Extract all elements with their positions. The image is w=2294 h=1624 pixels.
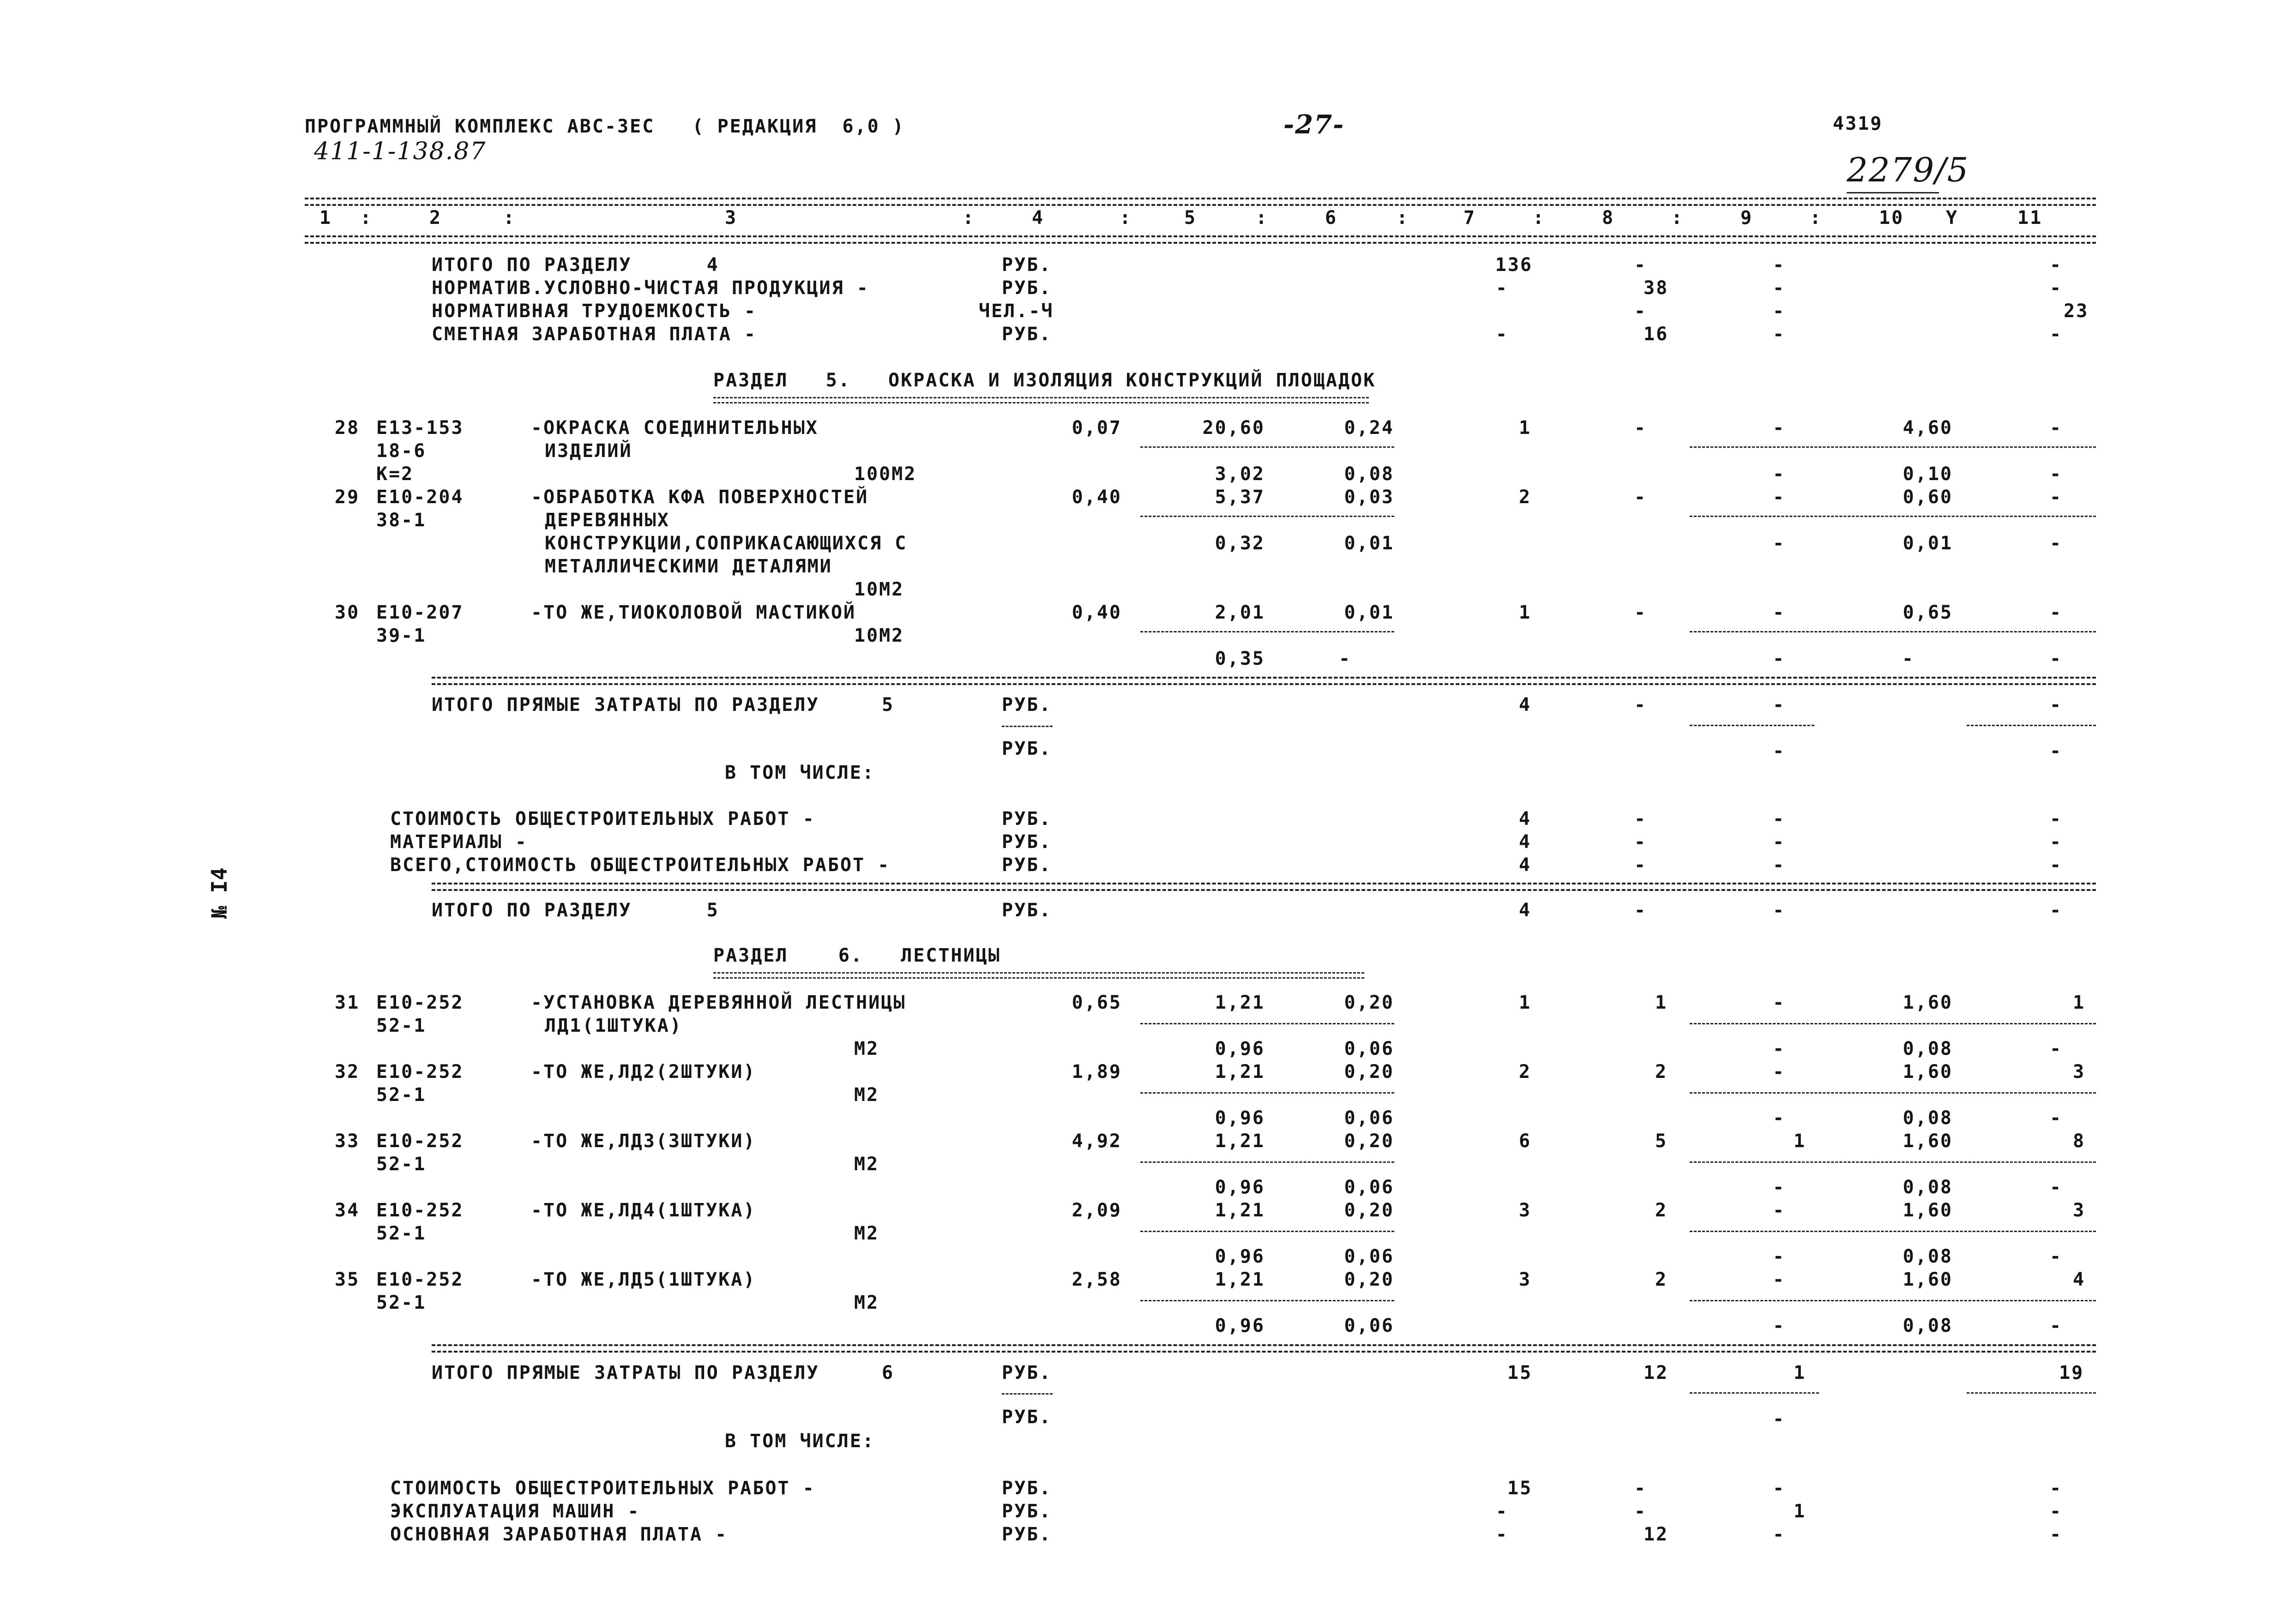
cell: 3 (2073, 1200, 2086, 1221)
col-11: 11 (2017, 207, 2043, 229)
cell: 0,08 (1903, 1038, 1953, 1059)
section-total-label: ИТОГО ПО РАЗДЕЛУ 5 (432, 900, 719, 921)
cell: 4 (1519, 831, 1532, 853)
cell: - (2050, 1524, 2063, 1545)
cell: - (1773, 254, 1786, 276)
cell: 1,21 (1215, 1131, 1265, 1152)
cell: - (1634, 1478, 1647, 1499)
row-code: Е13-153 (376, 417, 464, 439)
sheet-number: 4319 (1833, 113, 1883, 134)
cell: 0,08 (1903, 1177, 1953, 1198)
row-code: 38-1 (376, 510, 427, 531)
cell: 0,96 (1215, 1107, 1265, 1129)
cell: 0,08 (1903, 1246, 1953, 1267)
cell: 20,60 (1202, 417, 1265, 439)
cell: 0,08 (1344, 463, 1394, 485)
cell: - (1773, 1061, 1786, 1083)
cell: - (1773, 533, 1786, 554)
cell: - (2050, 602, 2063, 623)
cell: - (1773, 648, 1786, 669)
cell: 2 (1655, 1200, 1668, 1221)
col-3: 3 (725, 207, 738, 229)
row-unit: М2 (854, 1154, 879, 1175)
cell: 12 (1644, 1524, 1669, 1545)
row-no: 33 (335, 1131, 360, 1152)
cell: 1 (1794, 1501, 1806, 1522)
row-code: 52-1 (376, 1015, 427, 1036)
row-code: К=2 (376, 463, 414, 485)
row-code: Е10-204 (376, 487, 464, 508)
rule (305, 235, 2096, 237)
cell: РУБ. (1002, 1501, 1052, 1522)
cell: 4 (1519, 808, 1532, 830)
cell: - (1902, 648, 1915, 669)
including-label: В ТОМ ЧИСЛЕ: (725, 1431, 875, 1452)
cell: - (2050, 417, 2063, 439)
cell: 3 (1519, 1200, 1532, 1221)
cell: 1,21 (1215, 1200, 1265, 1221)
row-name: -ОБРАБОТКА КФА ПОВЕРХНОСТЕЙ (531, 487, 869, 508)
cell: ЧЕЛ.-Ч (979, 301, 1054, 322)
cell: 1,60 (1903, 1131, 1953, 1152)
row-no: 31 (335, 992, 360, 1013)
rule (432, 883, 2096, 884)
rule (1002, 1393, 1053, 1395)
cell: РУБ. (1002, 277, 1052, 299)
row-unit: М2 (854, 1292, 879, 1313)
cell: - (1773, 1200, 1786, 1221)
s4-unit-0: РУБ. (1002, 254, 1052, 276)
cell: 0,06 (1344, 1315, 1394, 1336)
row-unit: 10М2 (854, 579, 904, 600)
cell: - (1634, 854, 1647, 876)
cell: - (2050, 900, 2063, 921)
doc-code: 411-1-138.87 (314, 138, 487, 165)
sep: Y (1946, 207, 1959, 229)
row-code: Е10-252 (376, 1061, 464, 1083)
cell: - (1773, 1038, 1786, 1059)
cell: 0,65 (1072, 992, 1122, 1013)
cell: 4 (1519, 694, 1532, 716)
cell: - (1773, 1246, 1786, 1267)
row-code: 52-1 (376, 1292, 427, 1313)
cell: - (1634, 1501, 1647, 1522)
cell: 0,60 (1903, 487, 1953, 508)
rule (432, 683, 2096, 685)
cell: - (2050, 648, 2063, 669)
section6-title: РАЗДЕЛ 6. ЛЕСТНИЦЫ (713, 945, 1001, 966)
cell: 0,20 (1344, 1131, 1394, 1152)
cell: 0,96 (1215, 1038, 1265, 1059)
rule (432, 889, 2096, 891)
row-name: ДЕРЕВЯННЫХ (545, 510, 670, 531)
cell: - (1773, 324, 1786, 345)
cell: 0,08 (1903, 1315, 1953, 1336)
sub-label: ВСЕГО,СТОИМОСТЬ ОБЩЕСТРОИТЕЛЬНЫХ РАБОТ - (390, 854, 891, 876)
rule (1690, 1231, 2096, 1232)
cell: - (1773, 900, 1786, 921)
cell: - (2050, 854, 2063, 876)
row-no: 30 (335, 602, 360, 623)
row-code: Е10-252 (376, 1200, 464, 1221)
s4-label-2: НОРМАТИВНАЯ ТРУДОЕМКОСТЬ - (432, 301, 757, 322)
cell: 1,89 (1072, 1061, 1122, 1083)
cell: РУБ. (1002, 738, 1052, 759)
cell: 2 (1519, 1061, 1532, 1083)
rule (1967, 725, 2096, 726)
rule (1140, 1092, 1394, 1094)
row-code: 52-1 (376, 1084, 427, 1106)
s4-label-1: НОРМАТИВ.УСЛОВНО-ЧИСТАЯ ПРОДУКЦИЯ - (432, 277, 869, 299)
cell: - (1773, 854, 1786, 876)
rule (1690, 1392, 1819, 1394)
cell: - (1773, 694, 1786, 716)
rule (432, 1344, 2096, 1346)
sub-label: МАТЕРИАЛЫ - (390, 831, 528, 853)
cell: - (1773, 417, 1786, 439)
row-unit: 10М2 (854, 625, 904, 646)
rule (1690, 1092, 2096, 1094)
cell: 0,06 (1344, 1038, 1394, 1059)
cell: - (1773, 602, 1786, 623)
cell: - (2050, 1246, 2063, 1267)
cell: - (2050, 324, 2063, 345)
cell: - (1773, 1177, 1786, 1198)
cell: 23 (2064, 301, 2089, 322)
cell: - (1773, 463, 1786, 485)
rule (1140, 516, 1394, 517)
cell: - (1773, 831, 1786, 853)
cell: - (1634, 831, 1647, 853)
col-9: 9 (1740, 207, 1753, 229)
cell: 6 (1519, 1131, 1532, 1152)
cell: 0,32 (1215, 533, 1265, 554)
cell: РУБ. (1002, 1524, 1052, 1545)
row-code: Е10-252 (376, 1131, 464, 1152)
cell: - (2050, 1501, 2063, 1522)
row-name: ЛД1(1ШТУКА) (545, 1015, 682, 1036)
cell: 4,92 (1072, 1131, 1122, 1152)
cell: 0,96 (1215, 1177, 1265, 1198)
col-5: 5 (1184, 207, 1197, 229)
col-4: 4 (1032, 207, 1045, 229)
row-name: -ОКРАСКА СОЕДИНИТЕЛЬНЫХ (531, 417, 819, 439)
col-2: 2 (429, 207, 442, 229)
row-no: 29 (335, 487, 360, 508)
cell: 15 (1507, 1362, 1533, 1383)
sep: : (1120, 207, 1132, 229)
cell: - (2050, 1177, 2063, 1198)
cell: 0,65 (1903, 602, 1953, 623)
handwritten-underline (1847, 192, 1939, 193)
cell: - (1634, 900, 1647, 921)
row-name: -ТО ЖЕ,ТИОКОЛОВОЙ МАСТИКОЙ (531, 602, 856, 623)
cell: - (1773, 1107, 1786, 1129)
cell: 3,02 (1215, 463, 1265, 485)
rule (305, 204, 2096, 206)
col-1: 1 (319, 207, 332, 229)
cell: 0,03 (1344, 487, 1394, 508)
cell: 0,10 (1903, 463, 1953, 485)
rule (1690, 1023, 2096, 1024)
cell: 0,01 (1344, 533, 1394, 554)
direct-total-label: ИТОГО ПРЯМЫЕ ЗАТРАТЫ ПО РАЗДЕЛУ 5 (432, 694, 895, 716)
cell: - (1773, 1315, 1786, 1336)
cell: 4,60 (1903, 417, 1953, 439)
cell: РУБ. (1002, 1478, 1052, 1499)
cell: - (1773, 487, 1786, 508)
rule (305, 198, 2096, 199)
cell: РУБ. (1002, 694, 1052, 716)
section5-title: РАЗДЕЛ 5. ОКРАСКА И ИЗОЛЯЦИЯ КОНСТРУКЦИЙ ПЛОЩАДОК (713, 370, 1376, 391)
cell: РУБ. (1002, 808, 1052, 830)
cell: 0,08 (1903, 1107, 1953, 1129)
cell: 0,24 (1344, 417, 1394, 439)
cell: 2,09 (1072, 1200, 1122, 1221)
rule (1690, 725, 1814, 726)
cell: - (1634, 254, 1647, 276)
rule (1690, 446, 2096, 448)
cell: - (1634, 602, 1647, 623)
cell: - (2050, 694, 2063, 716)
rule (1140, 1161, 1394, 1163)
row-code: 52-1 (376, 1223, 427, 1244)
cell: 0,20 (1344, 1061, 1394, 1083)
cell: РУБ. (1002, 324, 1052, 345)
cell: - (2050, 1038, 2063, 1059)
title-underline (713, 397, 1369, 403)
cell: 5 (1655, 1131, 1668, 1152)
row-unit: М2 (854, 1038, 879, 1059)
row-unit: М2 (854, 1223, 879, 1244)
s4-label-0: ИТОГО ПО РАЗДЕЛУ 4 (432, 254, 719, 276)
cell: - (2050, 831, 2063, 853)
cell: 38 (1644, 277, 1669, 299)
page-number: -27- (1283, 109, 1345, 140)
cell: 1,60 (1903, 1200, 1953, 1221)
row-name: ИЗДЕЛИЙ (545, 440, 632, 462)
cell: 1,60 (1903, 992, 1953, 1013)
cell: - (1339, 648, 1352, 669)
cell: 2 (1655, 1061, 1668, 1083)
row-name: -ТО ЖЕ,ЛД2(2ШТУКИ) (531, 1061, 756, 1083)
cell: - (1773, 1524, 1786, 1545)
row-code: Е10-207 (376, 602, 464, 623)
cell: - (1773, 301, 1786, 322)
cell: 2 (1655, 1269, 1668, 1290)
col-6: 6 (1325, 207, 1338, 229)
cell: 1 (1519, 602, 1532, 623)
row-no: 28 (335, 417, 360, 439)
cell: - (1496, 1524, 1509, 1545)
cell: 0,20 (1344, 992, 1394, 1013)
rule (1967, 1392, 2096, 1394)
cell: РУБ. (1002, 831, 1052, 853)
cell: - (1496, 1501, 1509, 1522)
rule (432, 1351, 2096, 1353)
sub-label: СТОИМОСТЬ ОБЩЕСТРОИТЕЛЬНЫХ РАБОТ - (390, 1478, 815, 1499)
cell: 1,21 (1215, 992, 1265, 1013)
row-name: -УСТАНОВКА ДЕРЕВЯННОЙ ЛЕСТНИЦЫ (531, 992, 906, 1013)
cell: - (2050, 1478, 2063, 1499)
cell: - (1773, 1269, 1786, 1290)
cell: 2,01 (1215, 602, 1265, 623)
program-title: ПРОГРАММНЫЙ КОМПЛЕКС АВС-3ЕС ( РЕДАКЦИЯ 6,0 ) (305, 116, 905, 137)
row-code: Е10-252 (376, 1269, 464, 1290)
row-code: 18-6 (376, 440, 427, 462)
cell: 0,20 (1344, 1200, 1394, 1221)
cell: 8 (2073, 1131, 2086, 1152)
row-no: 35 (335, 1269, 360, 1290)
row-unit: 100М2 (854, 463, 917, 485)
cell: - (1773, 1408, 1786, 1430)
sep: : (1256, 207, 1269, 229)
cell: - (1773, 808, 1786, 830)
cell: - (1773, 740, 1786, 762)
cell: 5,37 (1215, 487, 1265, 508)
rule (1140, 1231, 1394, 1232)
cell: 1,21 (1215, 1269, 1265, 1290)
cell: 0,01 (1903, 533, 1953, 554)
handwritten-number: 2279/5 (1847, 150, 1969, 189)
cell: РУБ. (1002, 900, 1052, 921)
sep: : (360, 207, 373, 229)
cell: - (2050, 463, 2063, 485)
cell: - (1634, 694, 1647, 716)
sep: : (1810, 207, 1823, 229)
cell: - (2050, 487, 2063, 508)
cell: 136 (1495, 254, 1533, 276)
rule (1140, 631, 1394, 632)
row-no: 32 (335, 1061, 360, 1083)
col-10: 10 (1879, 207, 1904, 229)
rule (305, 242, 2096, 244)
cell: - (1496, 324, 1509, 345)
cell: 0,01 (1344, 602, 1394, 623)
sub-label: ОСНОВНАЯ ЗАРАБОТНАЯ ПЛАТА - (390, 1524, 728, 1545)
direct-total-label: ИТОГО ПРЯМЫЕ ЗАТРАТЫ ПО РАЗДЕЛУ 6 (432, 1362, 895, 1383)
including-label: В ТОМ ЧИСЛЕ: (725, 762, 875, 783)
cell: - (1773, 1478, 1786, 1499)
cell: - (2050, 1315, 2063, 1336)
margin-mark: № I4 (207, 867, 232, 919)
row-code: 39-1 (376, 625, 427, 646)
row-name: КОНСТРУКЦИИ,СОПРИКАСАЮЩИХСЯ С (545, 533, 908, 554)
row-unit: М2 (854, 1084, 879, 1106)
rule (1690, 1300, 2096, 1301)
cell: 3 (2073, 1061, 2086, 1083)
sub-label: СТОИМОСТЬ ОБЩЕСТРОИТЕЛЬНЫХ РАБОТ - (390, 808, 815, 830)
rule (1690, 516, 2096, 517)
cell: РУБ. (1002, 854, 1052, 876)
cell: 4 (1519, 854, 1532, 876)
rule (1690, 1161, 2096, 1163)
cell: 19 (2059, 1362, 2084, 1383)
cell: 3 (1519, 1269, 1532, 1290)
cell: - (1634, 487, 1647, 508)
cell: 0,06 (1344, 1246, 1394, 1267)
col-8: 8 (1602, 207, 1615, 229)
row-name: -ТО ЖЕ,ЛД4(1ШТУКА) (531, 1200, 756, 1221)
sep: : (1533, 207, 1546, 229)
cell: РУБ. (1002, 1407, 1052, 1428)
rule (1140, 1023, 1394, 1024)
sep: : (503, 207, 516, 229)
cell: - (1496, 277, 1509, 299)
cell: 1 (1519, 417, 1532, 439)
cell: 0,35 (1215, 648, 1265, 669)
title-underline (713, 972, 1364, 979)
row-code: 52-1 (376, 1154, 427, 1175)
col-7: 7 (1463, 207, 1476, 229)
cell: - (2050, 533, 2063, 554)
cell: 2 (1519, 487, 1532, 508)
row-name: МЕТАЛЛИЧЕСКИМИ ДЕТАЛЯМИ (545, 556, 832, 577)
cell: - (2050, 1107, 2063, 1129)
cell: 0,40 (1072, 602, 1122, 623)
cell: - (2050, 277, 2063, 299)
cell: 0,06 (1344, 1177, 1394, 1198)
cell: 1 (1794, 1131, 1806, 1152)
cell: 1 (2073, 992, 2086, 1013)
cell: 0,07 (1072, 417, 1122, 439)
cell: - (1634, 301, 1647, 322)
row-name: -ТО ЖЕ,ЛД3(3ШТУКИ) (531, 1131, 756, 1152)
rule (432, 677, 2096, 679)
cell: - (2050, 254, 2063, 276)
cell: - (1634, 417, 1647, 439)
row-no: 34 (335, 1200, 360, 1221)
cell: 4 (1519, 900, 1532, 921)
cell: 1,21 (1215, 1061, 1265, 1083)
rule (1140, 1300, 1394, 1301)
cell: 4 (2073, 1269, 2086, 1290)
cell: 0,20 (1344, 1269, 1394, 1290)
cell: 1 (1519, 992, 1532, 1013)
cell: - (1773, 992, 1786, 1013)
sep: : (1397, 207, 1409, 229)
rule (1690, 631, 2096, 632)
row-code: Е10-252 (376, 992, 464, 1013)
cell: - (1773, 277, 1786, 299)
cell: 1 (1655, 992, 1668, 1013)
cell: 16 (1644, 324, 1669, 345)
s4-label-3: СМЕТНАЯ ЗАРАБОТНАЯ ПЛАТА - (432, 324, 757, 345)
cell: 1 (1794, 1362, 1806, 1383)
cell: - (2050, 740, 2063, 762)
rule (1002, 726, 1053, 727)
sep: : (963, 207, 975, 229)
cell: 0,40 (1072, 487, 1122, 508)
cell: - (2050, 808, 2063, 830)
cell: РУБ. (1002, 1362, 1052, 1383)
row-name: -ТО ЖЕ,ЛД5(1ШТУКА) (531, 1269, 756, 1290)
sub-label: ЭКСПЛУАТАЦИЯ МАШИН - (390, 1501, 640, 1522)
cell: 12 (1644, 1362, 1669, 1383)
cell: 0,96 (1215, 1315, 1265, 1336)
cell: 0,06 (1344, 1107, 1394, 1129)
cell: 1,60 (1903, 1269, 1953, 1290)
cell: 2,58 (1072, 1269, 1122, 1290)
cell: 15 (1507, 1478, 1533, 1499)
cell: 0,96 (1215, 1246, 1265, 1267)
rule (1140, 446, 1394, 448)
sep: : (1671, 207, 1684, 229)
cell: - (1634, 808, 1647, 830)
cell: 1,60 (1903, 1061, 1953, 1083)
